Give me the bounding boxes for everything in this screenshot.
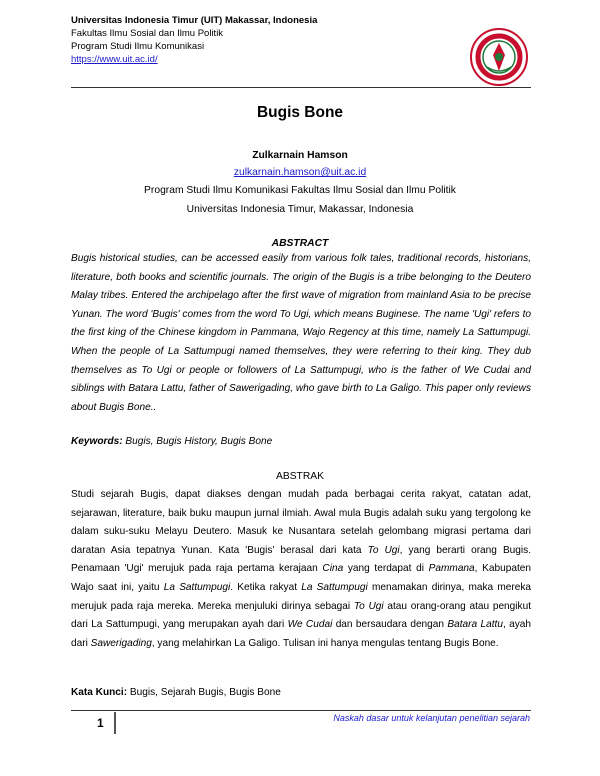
footer-note: Naskah dasar untuk kelanjutan penelitian sejarah [333, 713, 530, 723]
abstrak-text: Studi sejarah Bugis, dapat diakses dengan mudah pada berbagai cerita rakyat, catatan adat, sejarawan, literature, baik buku maupun jurnal ilmiah. Awal mula Bugis adalah suku yang tergolong ke dalam suku-suku Melayu Deutero. Masuk ke Nusantara setelah gelombang migrasi pertama dari daratan Asia tepatnya Yunan. Kata 'Bugis' berasal dari kata To Ugi, yang berarti orang Bugis. Penamaan 'Ugi' merujuk pada raja pertama kerajaan Cina yang terdapat di Pammana, Kabupaten Wajo saat ini, yaitu La Sattumpugi. Ketika rakyat La Sattumpugi menamakan dirinya, maka mereka merujuk pada raja mereka. Mereka menjuluki dirinya sebagai To Ugi atau orang-orang atau pengikut dari La Sattumpugi, yang merupakan ayah dari We Cudai dan bersaudara dengan Batara Lattu, ayah dari Sawerigading, yang melahirkan La Galigo. Tulisan ini hanya mengulas tentang Bugis Bone. [71, 489, 532, 649]
abstrak-heading: ABSTRAK [275, 471, 325, 482]
header-url-link[interactable]: https://www.uit.ac.id/ [71, 54, 158, 65]
page-number: 1 [97, 716, 104, 730]
paper-title: Bugis Bone [256, 104, 344, 121]
kata-kunci-label: Kata Kunci: [71, 687, 128, 698]
keywords-label: Keywords: [71, 436, 123, 447]
abstrak-keywords [71, 687, 281, 698]
abstract-heading: ABSTRACT [271, 238, 329, 249]
page-header [71, 14, 317, 66]
author-email-link[interactable]: zulkarnain.hamson@uit.ac.id [233, 167, 367, 178]
keywords-value: Bugis, Bugis History, Bugis Bone [125, 436, 273, 447]
footer-separator [114, 712, 116, 734]
abstract-text: Bugis historical studies, can be accessed easily from various folk tales, traditional records, historians, literature, both books and scientific journals. The origin of the Bugis is a tribe belonging to the Deutero Malay tribes. Entered the archipelago after the first wave of migration from mainland Asia to be precise Yunan. The word 'Bugis' comes from the word To Ugi, which means Buginese. The name 'Ugi' refers to the first king of the Chinese kingdom in Pammana, Wajo Regency at this time, namely La Sattumpugi. When the people of La Sattumpugi named themselves, they were referring to their king. They dub themselves as To Ugi or people or followers of La Sattumpugi, who is the father of We Cudai and siblings with Batara Lattu, father of Sawerigading, who gave birth to La Galigo. This paper only reviews about Bugis Bone.. [71, 253, 531, 413]
author-affiliation-1: Program Studi Ilmu Komunikasi Fakultas Ilmu Sosial dan Ilmu Politik [144, 185, 456, 196]
university-seal-icon [469, 27, 529, 87]
author-name: Zulkarnain Hamson [252, 150, 348, 161]
header-faculty: Fakultas Ilmu Sosial dan Ilmu Politik [71, 28, 224, 39]
header-divider [71, 87, 531, 88]
footer-divider [71, 710, 531, 711]
abstract-keywords [71, 436, 272, 447]
header-university: Universitas Indonesia Timur (UIT) Makassar, Indonesia [71, 15, 318, 26]
author-affiliation-2: Universitas Indonesia Timur, Makassar, Indonesia [186, 204, 414, 215]
kata-kunci-value: Bugis, Sejarah Bugis, Bugis Bone [129, 687, 281, 698]
header-program: Program Studi Ilmu Komunikasi [71, 41, 205, 52]
